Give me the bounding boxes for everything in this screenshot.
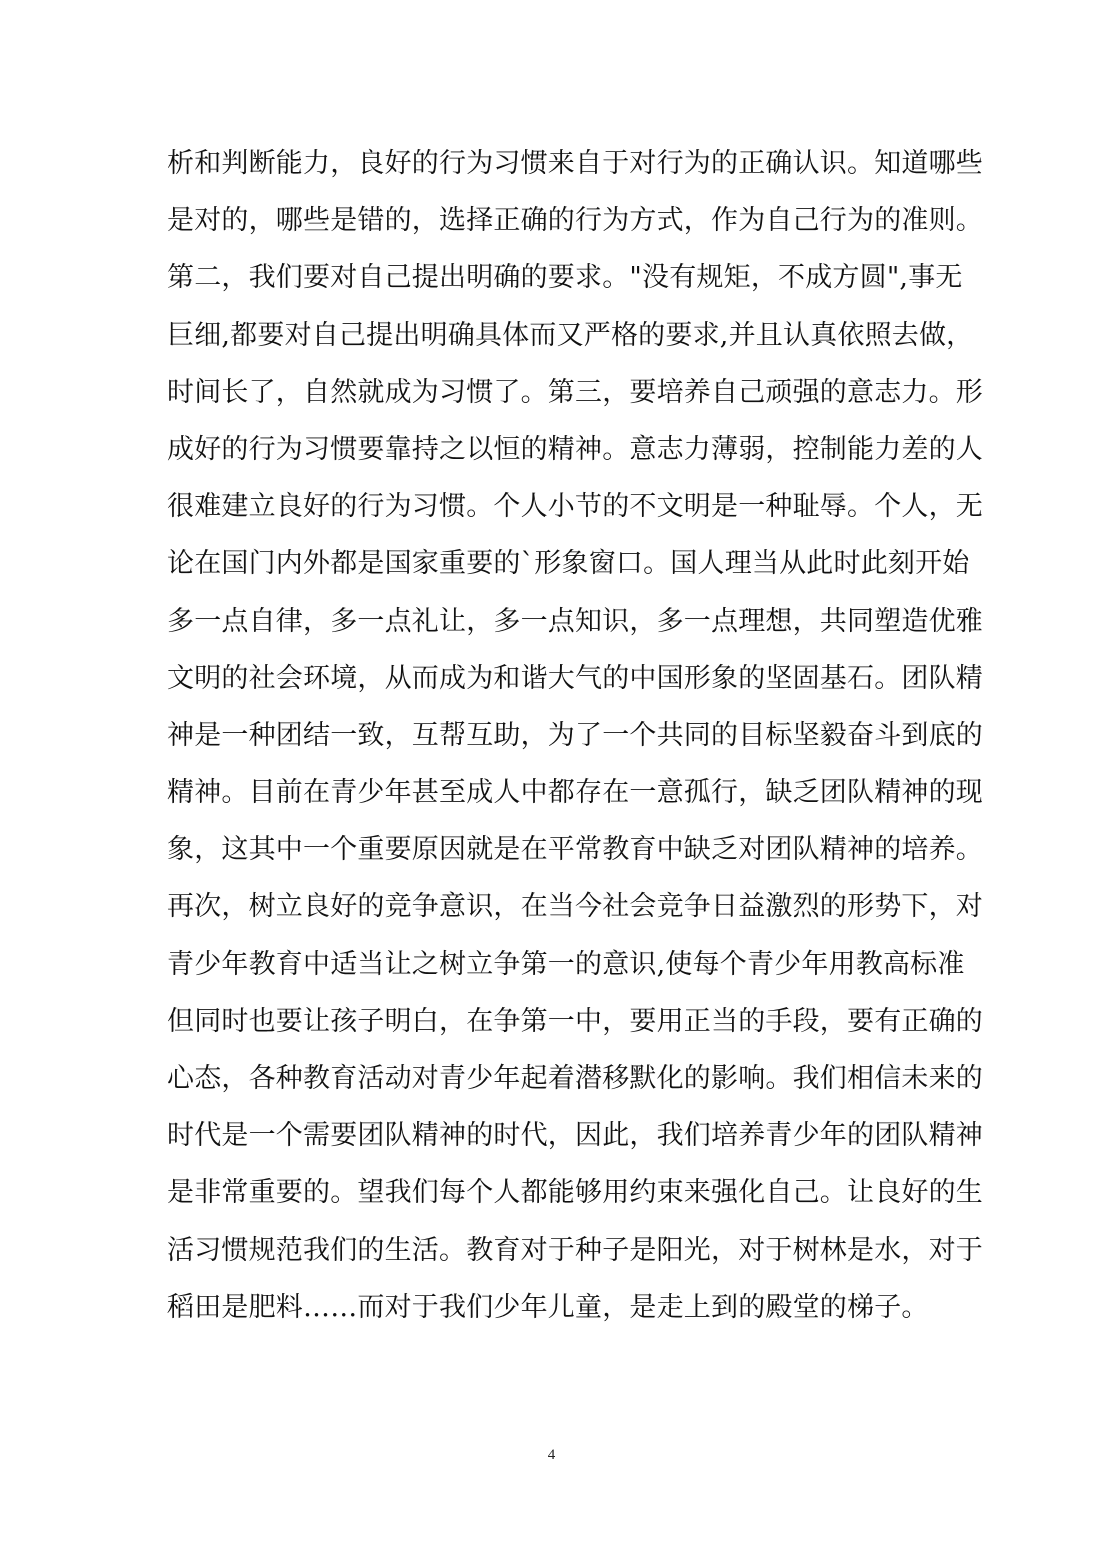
text-line-9: 多一点自律，多一点礼让，多一点知识，多一点理想，共同塑造优雅	[167, 605, 983, 637]
text-line-6: 成好的行为习惯要靠持之以恒的精神。意志力薄弱，控制能力差的人	[167, 433, 983, 465]
text-line-19: 是非常重要的。望我们每个人都能够用约束来强化自己。让良好的生	[167, 1177, 983, 1209]
text-line-10: 文明的社会环境，从而成为和谐大气的中国形象的坚固基石。团队精	[167, 662, 983, 694]
text-line-1: 析和判断能力，良好的行为习惯来自于对行为的正确认识。知道哪些	[167, 148, 983, 179]
text-line-13: 象，这其中一个重要原因就是在平常教育中缺乏对团队精神的培养。	[167, 834, 983, 866]
text-line-17: 心态，各种教育活动对青少年起着潜移默化的影响。我们相信未来的	[167, 1063, 983, 1094]
text-line-3: 第二，我们要对自己提出明确的要求。"没有规矩，不成方圆",事无	[167, 262, 963, 294]
text-line-7: 很难建立良好的行为习惯。个人小节的不文明是一种耻辱。个人，无	[167, 491, 983, 523]
text-line-16: 但同时也要让孩子明白，在争第一中，要用正当的手段，要有正确的	[167, 1005, 983, 1037]
text-line-11: 神是一种团结一致，互帮互助，为了一个共同的目标坚毅奋斗到底的	[167, 719, 983, 751]
text-line-4: 巨细,都要对自己提出明确具体而又严格的要求,并且认真依照去做，	[167, 319, 974, 351]
text-line-14: 再次，树立良好的竞争意识，在当今社会竞争日益激烈的形势下，对	[167, 891, 983, 923]
text-line-5: 时间长了，自然就成为习惯了。第三，要培养自己顽强的意志力。形	[167, 376, 983, 408]
page-number: 4	[547, 1447, 556, 1463]
body-text	[167, 135, 983, 1336]
text-line-15: 青少年教育中适当让之树立争第一的意识,使每个青少年用教高标准	[167, 948, 965, 980]
text-line-12: 精神。目前在青少年甚至成人中都存在一意孤行，缺乏团队精神的现	[167, 777, 983, 809]
text-line-2: 是对的，哪些是错的，选择正确的行为方式，作为自己行为的准则。	[167, 205, 983, 237]
text-line-20: 活习惯规范我们的生活。教育对于种子是阳光，对于树林是水，对于	[167, 1234, 983, 1266]
text-line-18: 时代是一个需要团队精神的时代，因此，我们培养青少年的团队精神	[167, 1120, 983, 1152]
text-line-8: 论在国门内外都是国家重要的`形象窗口。国人理当从此时此刻开始	[167, 548, 970, 580]
text-line-21: 稻田是肥料……而对于我们少年儿童，是走上到的殿堂的梯子。	[167, 1291, 929, 1323]
